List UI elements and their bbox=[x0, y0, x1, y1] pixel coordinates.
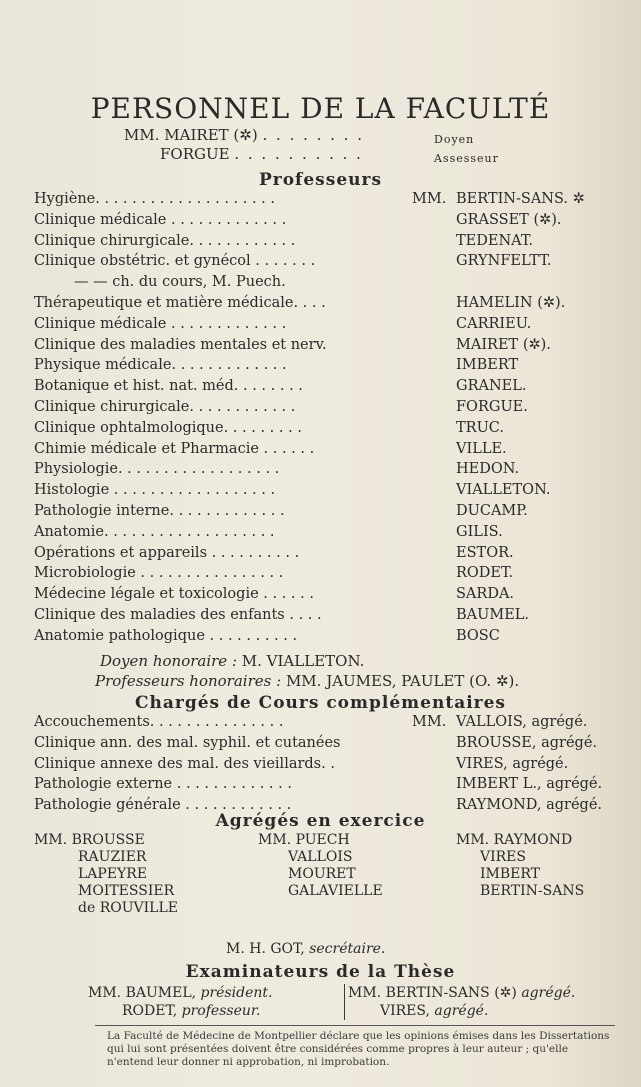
professor-name: VILLE. bbox=[456, 440, 507, 457]
officer-row-doyen bbox=[124, 126, 544, 146]
subject: — — ch. du cours, M. Puech. bbox=[74, 274, 286, 291]
agreges-col-2 bbox=[258, 832, 350, 849]
officer-dots: . . . . . . . . . . bbox=[234, 145, 363, 163]
professor-name: ESTOR. bbox=[456, 544, 514, 561]
list-item bbox=[34, 420, 614, 441]
professor-name: FORGUE. bbox=[456, 398, 528, 415]
examinateur-name: VIRES, bbox=[380, 1003, 430, 1019]
professor-name: GRASSET (✲). bbox=[456, 211, 562, 228]
professeurs-honoraires-label: Professeurs honoraires : bbox=[95, 672, 282, 690]
examinateurs-right bbox=[348, 984, 575, 1020]
agrege-name: VIRES bbox=[480, 849, 526, 865]
agrege-name: de ROUVILLE bbox=[78, 900, 178, 916]
examinateur-name: RODET, bbox=[122, 1003, 178, 1019]
professeurs-honoraires-value: MM. JAUMES, PAULET (O. ✲). bbox=[285, 672, 520, 690]
professor-name: BERTIN-SANS. ✲ bbox=[456, 191, 585, 207]
subject: Clinique ann. des mal. syphil. et cutanées bbox=[34, 734, 341, 751]
section-heading-examinateurs: Examinateurs de la Thèse bbox=[185, 962, 456, 982]
subject: Anatomie. . . . . . . . . . . . . . . . . . . bbox=[34, 523, 275, 540]
officer-name: MAIRET (✲) bbox=[164, 126, 258, 144]
list-item bbox=[34, 461, 614, 482]
list-item bbox=[34, 399, 614, 420]
subject: Microbiologie . . . . . . . . . . . . . . . . bbox=[34, 565, 284, 582]
secretaire-name: M. H. GOT, bbox=[226, 941, 305, 957]
subject: Pathologie interne. . . . . . . . . . . . . bbox=[34, 502, 285, 519]
agreges-col-3 bbox=[456, 832, 572, 849]
subject: Opérations et appareils . . . . . . . . . . bbox=[34, 544, 300, 561]
mm-prefix: MM. bbox=[412, 191, 447, 207]
subject: Clinique des maladies mentales et nerv. bbox=[34, 336, 327, 353]
secretaire-role: secrétaire. bbox=[309, 941, 386, 957]
officer-role: Doyen bbox=[434, 133, 475, 146]
examinateur-name: MM. BERTIN-SANS (✲) bbox=[348, 985, 517, 1001]
list-item bbox=[34, 253, 614, 274]
subject: Clinique chirurgicale. . . . . . . . . . . . bbox=[34, 398, 296, 415]
agrege-name: PUECH bbox=[295, 832, 350, 848]
list-item bbox=[34, 357, 614, 378]
professeurs-honoraires bbox=[95, 672, 519, 690]
professor-name: TRUC. bbox=[456, 419, 504, 436]
examinateur-role: professeur. bbox=[181, 1003, 261, 1019]
subject: Accouchements. . . . . . . . . . . . . . . bbox=[34, 714, 284, 730]
list-item bbox=[34, 714, 614, 735]
examinateur-role: président. bbox=[200, 985, 273, 1001]
subject: Clinique médicale . . . . . . . . . . . . . bbox=[34, 211, 287, 228]
list-item bbox=[34, 212, 614, 233]
professor-name: GRYNFELTT. bbox=[456, 253, 552, 270]
professor-name: BOSC bbox=[456, 627, 500, 644]
examinateurs-left bbox=[88, 984, 272, 1020]
professor-name: GRANEL. bbox=[456, 378, 527, 395]
subject: Clinique médicale . . . . . . . . . . . . . bbox=[34, 315, 287, 332]
subject: Clinique chirurgicale. . . . . . . . . . . . bbox=[34, 232, 296, 249]
list-item bbox=[34, 441, 614, 462]
charge-name: IMBERT L., agrégé. bbox=[456, 776, 603, 793]
subject: Clinique ophtalmologique. . . . . . . . . bbox=[34, 419, 302, 436]
section-heading-agreges: Agrégés en exercice bbox=[215, 811, 426, 831]
list-item bbox=[34, 756, 614, 777]
subject: Pathologie générale . . . . . . . . . . . . bbox=[34, 797, 292, 814]
mm-prefix: MM. bbox=[34, 832, 68, 848]
examinateur-role: agrégé. bbox=[521, 985, 576, 1001]
list-item bbox=[34, 565, 614, 586]
page-title: PERSONNEL DE LA FACULTÉ bbox=[90, 92, 551, 125]
agreges-col-3-rest bbox=[480, 849, 584, 900]
professor-name: GILIS. bbox=[456, 523, 503, 540]
list-item bbox=[34, 524, 614, 545]
agreges-col-1 bbox=[34, 832, 145, 849]
professor-name: HEDON. bbox=[456, 461, 520, 478]
examinateur-role: agrégé. bbox=[434, 1003, 489, 1019]
agrege-name: VALLOIS bbox=[288, 849, 353, 865]
list-item bbox=[34, 776, 614, 797]
charge-name: RAYMOND, agrégé. bbox=[456, 797, 603, 814]
professor-name: MAIRET (✲). bbox=[456, 336, 551, 353]
subject: Physiologie. . . . . . . . . . . . . . . . . . bbox=[34, 461, 280, 478]
list-item bbox=[34, 545, 614, 566]
list-item bbox=[34, 316, 614, 337]
agrege-name: MOURET bbox=[288, 866, 356, 882]
list-item bbox=[34, 586, 614, 607]
secretaire bbox=[226, 941, 385, 957]
professeurs-list bbox=[34, 191, 614, 649]
list-item bbox=[34, 233, 614, 254]
disclaimer-note: La Faculté de Médecine de Montpellier déclare que les opinions émises dans les Dissertations qui lui sont présentées doivent être considérées comme propres à leur auteur ; qu'elle n'entend leur donner ni approbation, ni improbation. bbox=[107, 1030, 610, 1068]
doyen-honoraire bbox=[100, 652, 364, 670]
subject: Hygiène. . . . . . . . . . . . . . . . . . . . bbox=[34, 191, 276, 207]
agrege-name: GALAVIELLE bbox=[288, 883, 383, 899]
agrege-name: BERTIN-SANS bbox=[480, 883, 585, 899]
professor-name: BAUMEL. bbox=[456, 606, 530, 623]
charge-name: BROUSSE, agrégé. bbox=[456, 734, 598, 751]
list-item bbox=[34, 337, 614, 358]
footer-rule bbox=[95, 1025, 615, 1026]
section-heading-charges: Chargés de Cours complémentaires bbox=[134, 693, 507, 713]
section-heading-professeurs: Professeurs bbox=[258, 170, 383, 190]
subject: Anatomie pathologique . . . . . . . . . . bbox=[34, 627, 298, 644]
professor-name: IMBERT bbox=[456, 357, 519, 374]
charges-list bbox=[34, 714, 614, 818]
mm-prefix: MM. bbox=[412, 714, 447, 730]
agreges-col-1-rest bbox=[78, 849, 178, 917]
list-item bbox=[34, 735, 614, 756]
list-item bbox=[34, 191, 614, 212]
professor-name: VIALLETON. bbox=[456, 482, 551, 499]
doyen-honoraire-value: M. VIALLETON. bbox=[241, 652, 365, 670]
agrege-name: RAYMOND bbox=[493, 832, 573, 848]
officer-row-assesseur bbox=[160, 145, 540, 165]
agrege-name: RAUZIER bbox=[78, 849, 147, 865]
list-item bbox=[34, 274, 614, 295]
professor-name: DUCAMP. bbox=[456, 502, 528, 519]
column-divider bbox=[344, 984, 345, 1020]
professor-name: RODET. bbox=[456, 565, 514, 582]
subject: Thérapeutique et matière médicale. . . . bbox=[34, 294, 326, 311]
agreges-col-2-rest bbox=[288, 849, 383, 900]
professor-name: TEDENAT. bbox=[456, 232, 533, 249]
subject: Clinique des maladies des enfants . . . . bbox=[34, 606, 322, 623]
professor-name: HAMELIN (✲). bbox=[456, 294, 566, 311]
mm-prefix: MM. bbox=[258, 832, 292, 848]
officer-role: Assesseur bbox=[434, 152, 499, 165]
agrege-name: BROUSSE bbox=[71, 832, 145, 848]
agrege-name: IMBERT bbox=[480, 866, 541, 882]
list-item bbox=[34, 628, 614, 649]
subject: Pathologie externe . . . . . . . . . . . . . bbox=[34, 776, 292, 793]
officer-name: FORGUE bbox=[160, 145, 230, 163]
list-item bbox=[34, 503, 614, 524]
subject: Chimie médicale et Pharmacie . . . . . . bbox=[34, 440, 315, 457]
agrege-name: LAPEYRE bbox=[78, 866, 148, 882]
subject: Médecine légale et toxicologie . . . . . . bbox=[34, 586, 314, 603]
professor-name: CARRIEU. bbox=[456, 315, 532, 332]
charge-name: VALLOIS, agrégé. bbox=[456, 714, 588, 730]
professor-name: SARDA. bbox=[456, 586, 515, 603]
charge-name: VIRES, agrégé. bbox=[456, 755, 569, 772]
list-item bbox=[34, 295, 614, 316]
mm-prefix: MM. bbox=[456, 832, 490, 848]
officer-dots: . . . . . . . . bbox=[262, 126, 364, 144]
list-item bbox=[34, 482, 614, 503]
subject: Clinique obstétric. et gynécol . . . . . . . bbox=[34, 253, 316, 270]
subject: Botanique et hist. nat. méd. . . . . . . . bbox=[34, 378, 303, 395]
list-item bbox=[34, 378, 614, 399]
subject: Histologie . . . . . . . . . . . . . . . . . . bbox=[34, 482, 276, 499]
list-item bbox=[34, 607, 614, 628]
officer-mm: MM. bbox=[124, 126, 160, 144]
examinateur-name: MM. BAUMEL, bbox=[88, 985, 197, 1001]
agrege-name: MOITESSIER bbox=[78, 883, 175, 899]
subject: Clinique annexe des mal. des vieillards. . bbox=[34, 755, 335, 772]
doyen-honoraire-label: Doyen honoraire : bbox=[100, 652, 237, 670]
subject: Physique médicale. . . . . . . . . . . . . bbox=[34, 357, 287, 374]
